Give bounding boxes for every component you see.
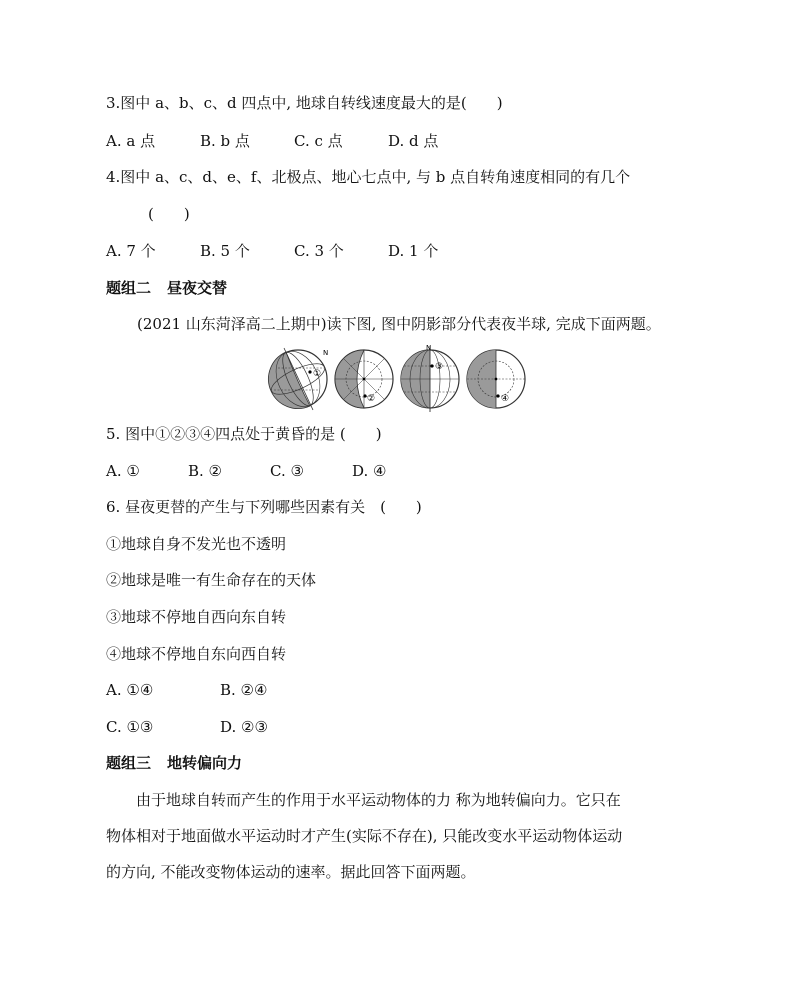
globe-2: [335, 350, 393, 408]
group3-paragraph: [106, 782, 706, 890]
q6-item-3: ③地球不停地自西向东自转: [106, 608, 287, 626]
point-1-label: ①: [313, 369, 322, 379]
q5-stem: 5. 图中①②③④四点处于黄昏的是 ( ): [106, 425, 382, 443]
q6-option-c: C. ①③: [106, 718, 154, 736]
point-2-label: ②: [367, 394, 376, 404]
day-night-globes-figure: [266, 344, 530, 414]
group3-title: 地转偏向力: [167, 754, 243, 772]
paragraph-line-2: 物体相对于地面做水平运动时才产生(实际不存在), 只能改变水平运动物体运动: [106, 827, 623, 845]
q6-item-2: ②地球是唯一有生命存在的天体: [106, 571, 317, 589]
q6-option-b: B. ②④: [220, 681, 268, 699]
q4-stem: 4.图中 a、c、d、e、f、北极点、地心七点中, 与 b 点自转角速度相同的有几个: [106, 168, 631, 186]
q4-option-d: D. 1 个: [388, 242, 439, 260]
q6-stem: 6. 昼夜更替的产生与下列哪些因素有关 ( ): [106, 498, 422, 516]
q6-item-4: ④地球不停地自东向西自转: [106, 645, 287, 663]
q4-option-b: B. 5 个: [200, 242, 250, 260]
q4-option-a: A. 7 个: [106, 242, 156, 260]
group2-intro: (2021 山东菏泽高二上期中)读下图, 图中阴影部分代表夜半球, 完成下面两题。: [137, 315, 661, 333]
q3-option-a: A. a 点: [106, 132, 156, 150]
paragraph-line-3: 的方向, 不能改变物体运动的速率。据此回答下面两题。: [106, 863, 476, 881]
group2-title: 昼夜交替: [167, 279, 228, 297]
globe-1: [267, 344, 328, 413]
q5-option-c: C. ③: [270, 462, 304, 480]
q5-option-d: D. ④: [352, 462, 387, 480]
group2-heading: [106, 278, 227, 298]
group3-heading: [106, 753, 242, 773]
group2-label: 题组二: [106, 279, 152, 297]
north-label: N: [323, 349, 329, 357]
point-3-label: ③: [435, 362, 444, 372]
q3-option-c: C. c 点: [294, 132, 343, 150]
q5-option-b: B. ②: [188, 462, 223, 480]
group3-label: 题组三: [106, 754, 152, 772]
q6-option-d: D. ②③: [220, 718, 268, 736]
point-4-label: ④: [501, 394, 510, 404]
globe-3: [401, 344, 459, 412]
globe-4: [467, 350, 525, 408]
q6-item-1: ①地球自身不发光也不透明: [106, 535, 287, 553]
q4-blank: ( ): [148, 205, 190, 223]
q6-option-a: A. ①④: [106, 681, 154, 699]
q4-option-c: C. 3 个: [294, 242, 344, 260]
q3-option-b: B. b 点: [200, 132, 250, 150]
q3-option-d: D. d 点: [388, 132, 439, 150]
paragraph-line-1: 由于地球自转而产生的作用于水平运动物体的力 称为地转偏向力。它只在: [106, 791, 621, 809]
q5-option-a: A. ①: [106, 462, 140, 480]
q3-stem: 3.图中 a、b、c、d 四点中, 地球自转线速度最大的是( ): [106, 94, 503, 112]
north-label-2: N: [426, 344, 432, 352]
